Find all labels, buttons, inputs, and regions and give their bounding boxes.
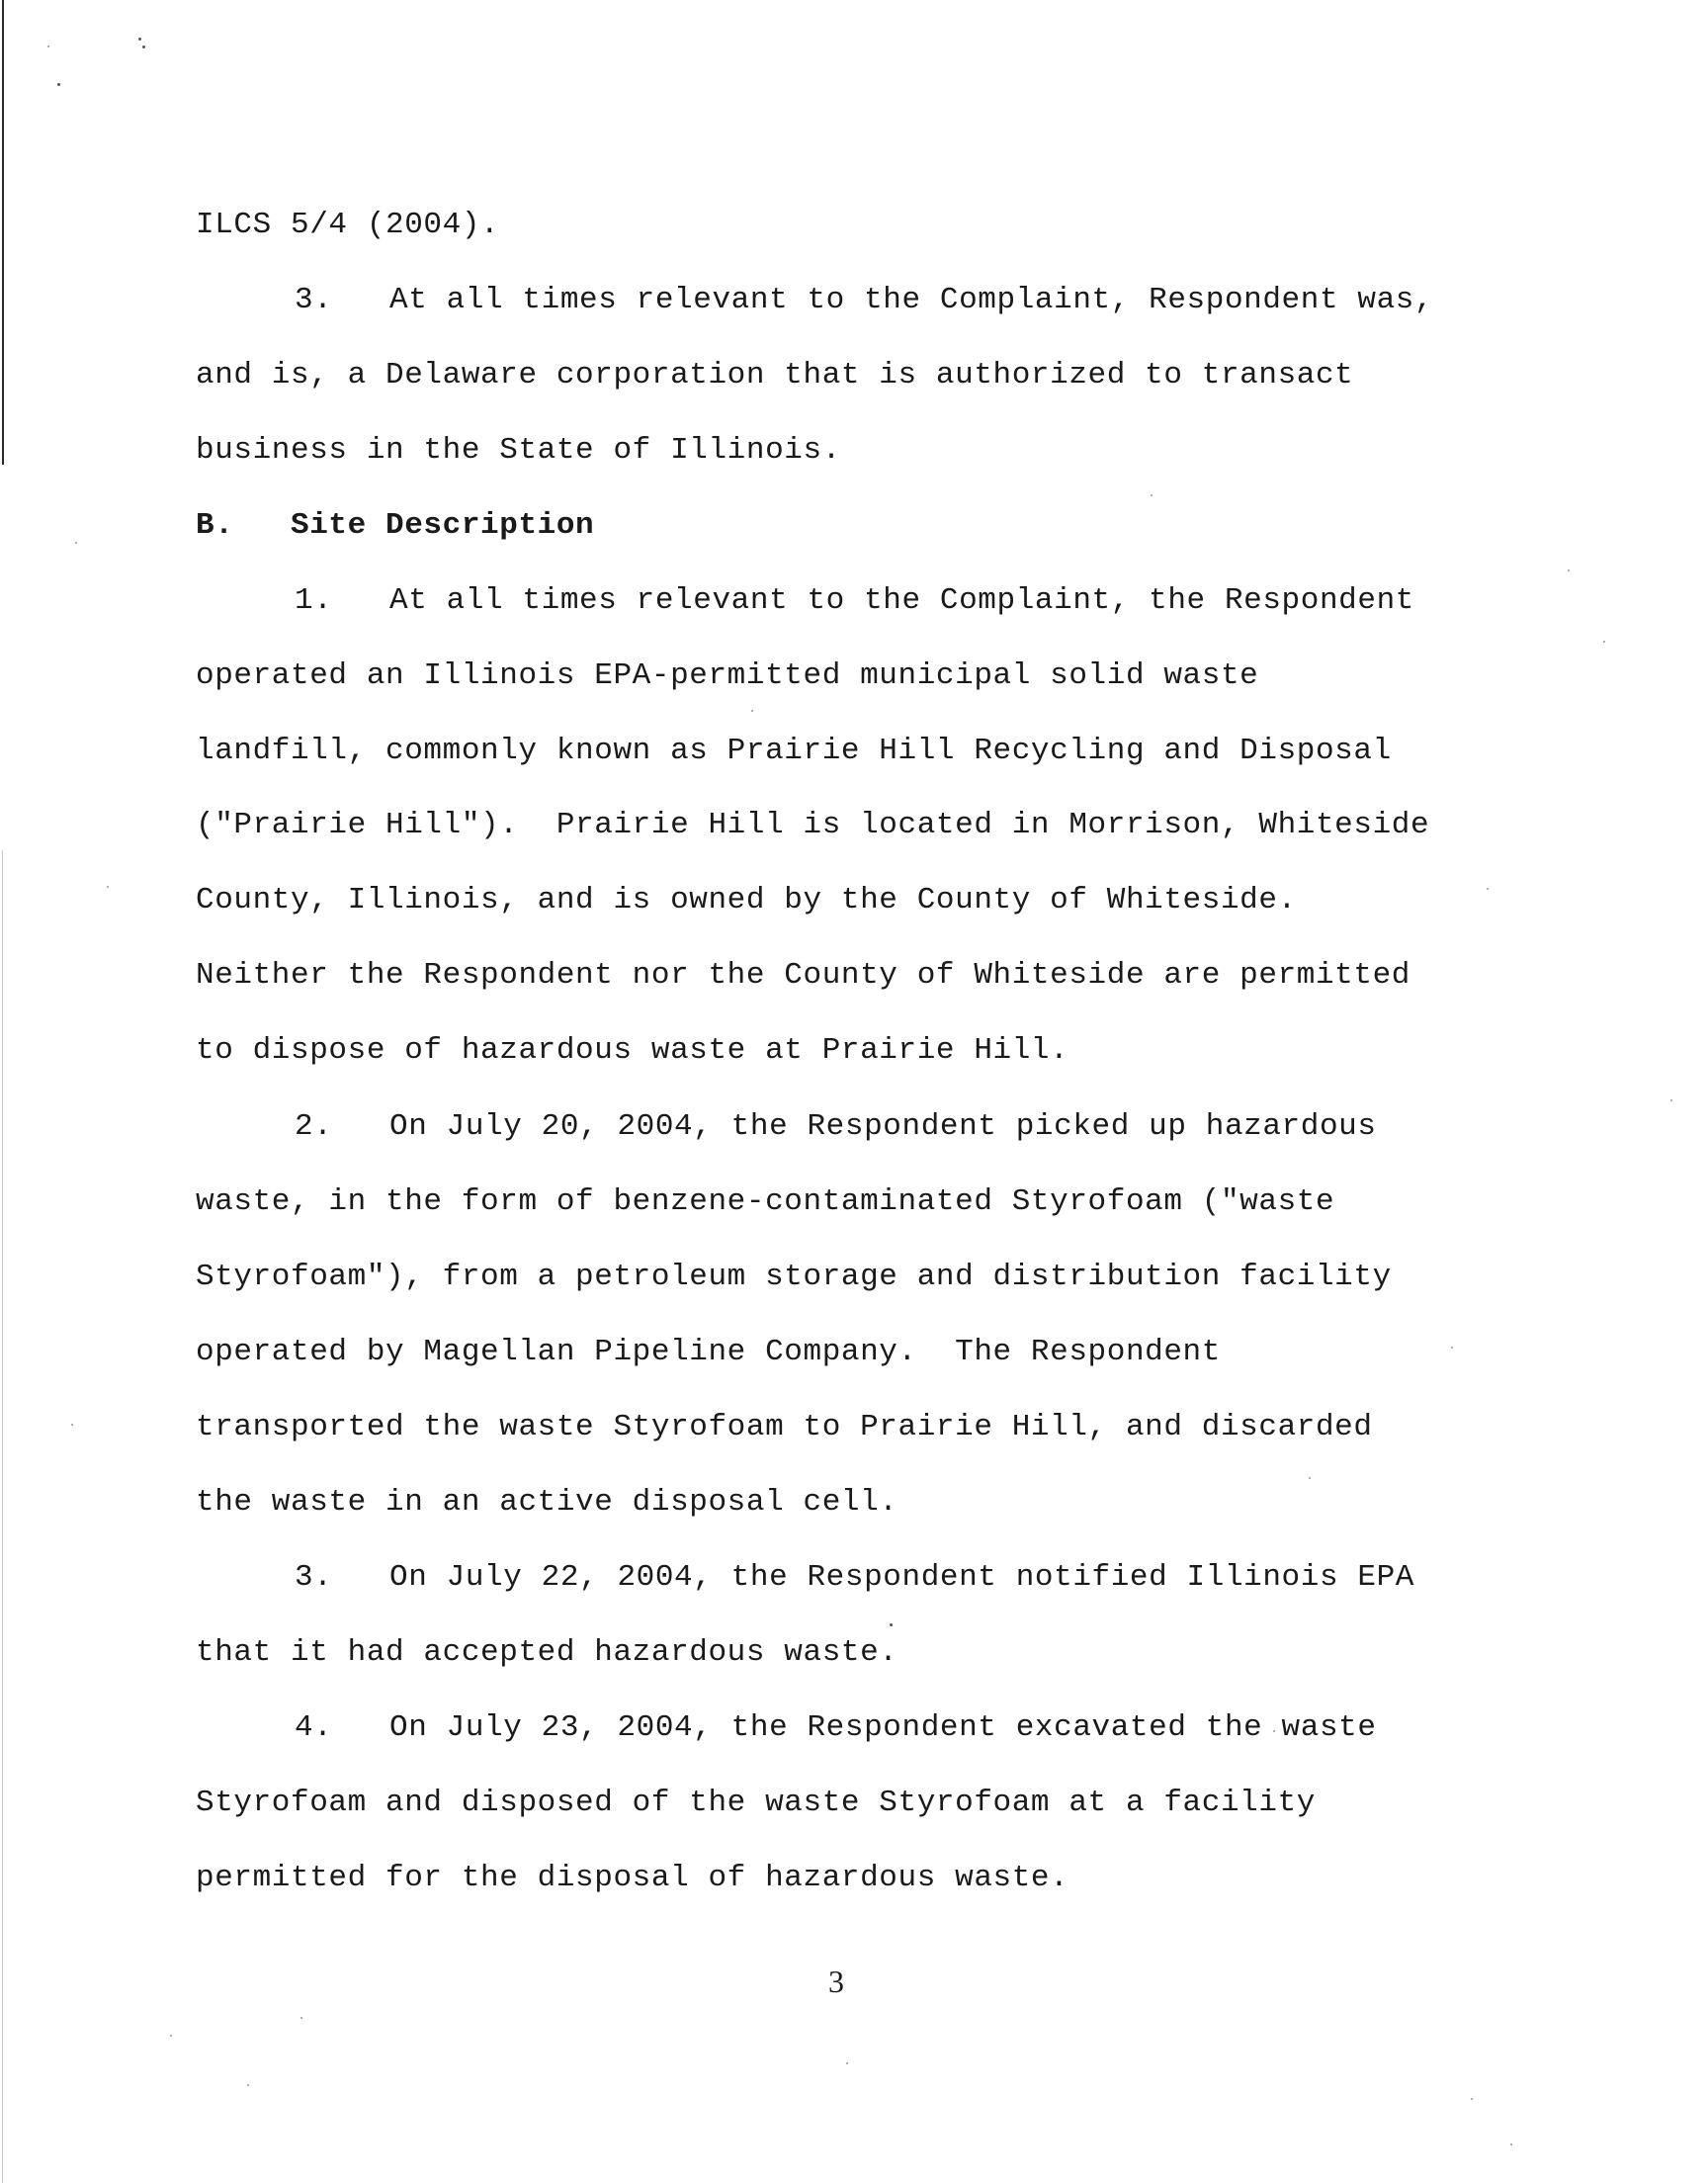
- scan-speck: [1510, 2143, 1512, 2145]
- paragraph-b1-line: operated an Illinois EPA-permitted municipal solid waste: [196, 658, 1259, 693]
- paragraph-b3-line: that it had accepted hazardous waste.: [196, 1635, 898, 1670]
- scan-speck: [71, 1424, 73, 1426]
- paragraph-b1-line: County, Illinois, and is owned by the County of Whiteside.: [196, 883, 1297, 917]
- paragraph-b1-line: 1. At all times relevant to the Complaint, the Respondent: [295, 583, 1414, 618]
- scan-speck: [1151, 494, 1153, 496]
- paragraph-a3-line: and is, a Delaware corporation that is authorized to transact: [196, 358, 1354, 393]
- paragraph-b2-line: the waste in an active disposal cell.: [196, 1485, 898, 1520]
- scan-speck: [1670, 1099, 1672, 1101]
- scan-speck: [1603, 641, 1605, 643]
- scan-speck: [1568, 569, 1570, 571]
- paragraph-b4-line: permitted for the disposal of hazardous waste.: [196, 1861, 1069, 1895]
- scan-edge-mark: [2, 0, 4, 465]
- paragraph-b3-line: 3. On July 22, 2004, the Respondent notified Illinois EPA: [295, 1560, 1414, 1595]
- paragraph-b2-line: 2. On July 20, 2004, the Respondent picked up hazardous: [295, 1109, 1377, 1144]
- text-line: ILCS 5/4 (2004).: [196, 208, 500, 242]
- paragraph-b2-line: operated by Magellan Pipeline Company. The Respondent: [196, 1335, 1221, 1369]
- paragraph-b1-line: landfill, commonly known as Prairie Hill Recycling and Disposal: [196, 734, 1392, 768]
- scan-speck: [890, 1623, 893, 1626]
- scan-speck: [1471, 2098, 1473, 2100]
- scan-speck: [751, 710, 753, 712]
- scan-speck: [47, 45, 49, 47]
- scan-speck: [57, 83, 60, 86]
- paragraph-a3-line: business in the State of Illinois.: [196, 433, 841, 468]
- paragraph-b1-line: Neither the Respondent nor the County of Whiteside are permitted: [196, 958, 1410, 993]
- paragraph-b4-line: 4. On July 23, 2004, the Respondent excavated the waste: [295, 1710, 1377, 1745]
- scan-speck: [1309, 1477, 1311, 1479]
- scan-speck: [138, 38, 141, 41]
- scan-speck: [107, 886, 109, 888]
- scan-speck: [247, 2084, 249, 2086]
- scan-speck: [170, 2035, 172, 2037]
- section-heading: B. Site Description: [196, 508, 595, 543]
- scan-edge-mark: [2, 850, 3, 2183]
- paragraph-b1-line: to dispose of hazardous waste at Prairie Hill.: [196, 1033, 1069, 1068]
- paragraph-b2-line: transported the waste Styrofoam to Prairie Hill, and discarded: [196, 1410, 1373, 1444]
- paragraph-a3-line: 3. At all times relevant to the Complaint, Respondent was,: [295, 283, 1434, 317]
- paragraph-b2-line: Styrofoam"), from a petroleum storage and distribution facility: [196, 1260, 1392, 1294]
- paragraph-b1-line: ("Prairie Hill"). Prairie Hill is located in Morrison, Whiteside: [196, 808, 1430, 842]
- scan-speck: [142, 45, 145, 48]
- paragraph-b2-line: waste, in the form of benzene-contaminated Styrofoam ("waste: [196, 1184, 1335, 1219]
- page-number: 3: [828, 1964, 844, 1999]
- scan-speck: [1487, 888, 1489, 890]
- scan-speck: [300, 2017, 302, 2019]
- paragraph-b4-line: Styrofoam and disposed of the waste Styrofoam at a facility: [196, 1786, 1316, 1820]
- scan-speck: [846, 2062, 848, 2064]
- scan-speck: [75, 542, 77, 544]
- scan-speck: [1451, 1347, 1453, 1349]
